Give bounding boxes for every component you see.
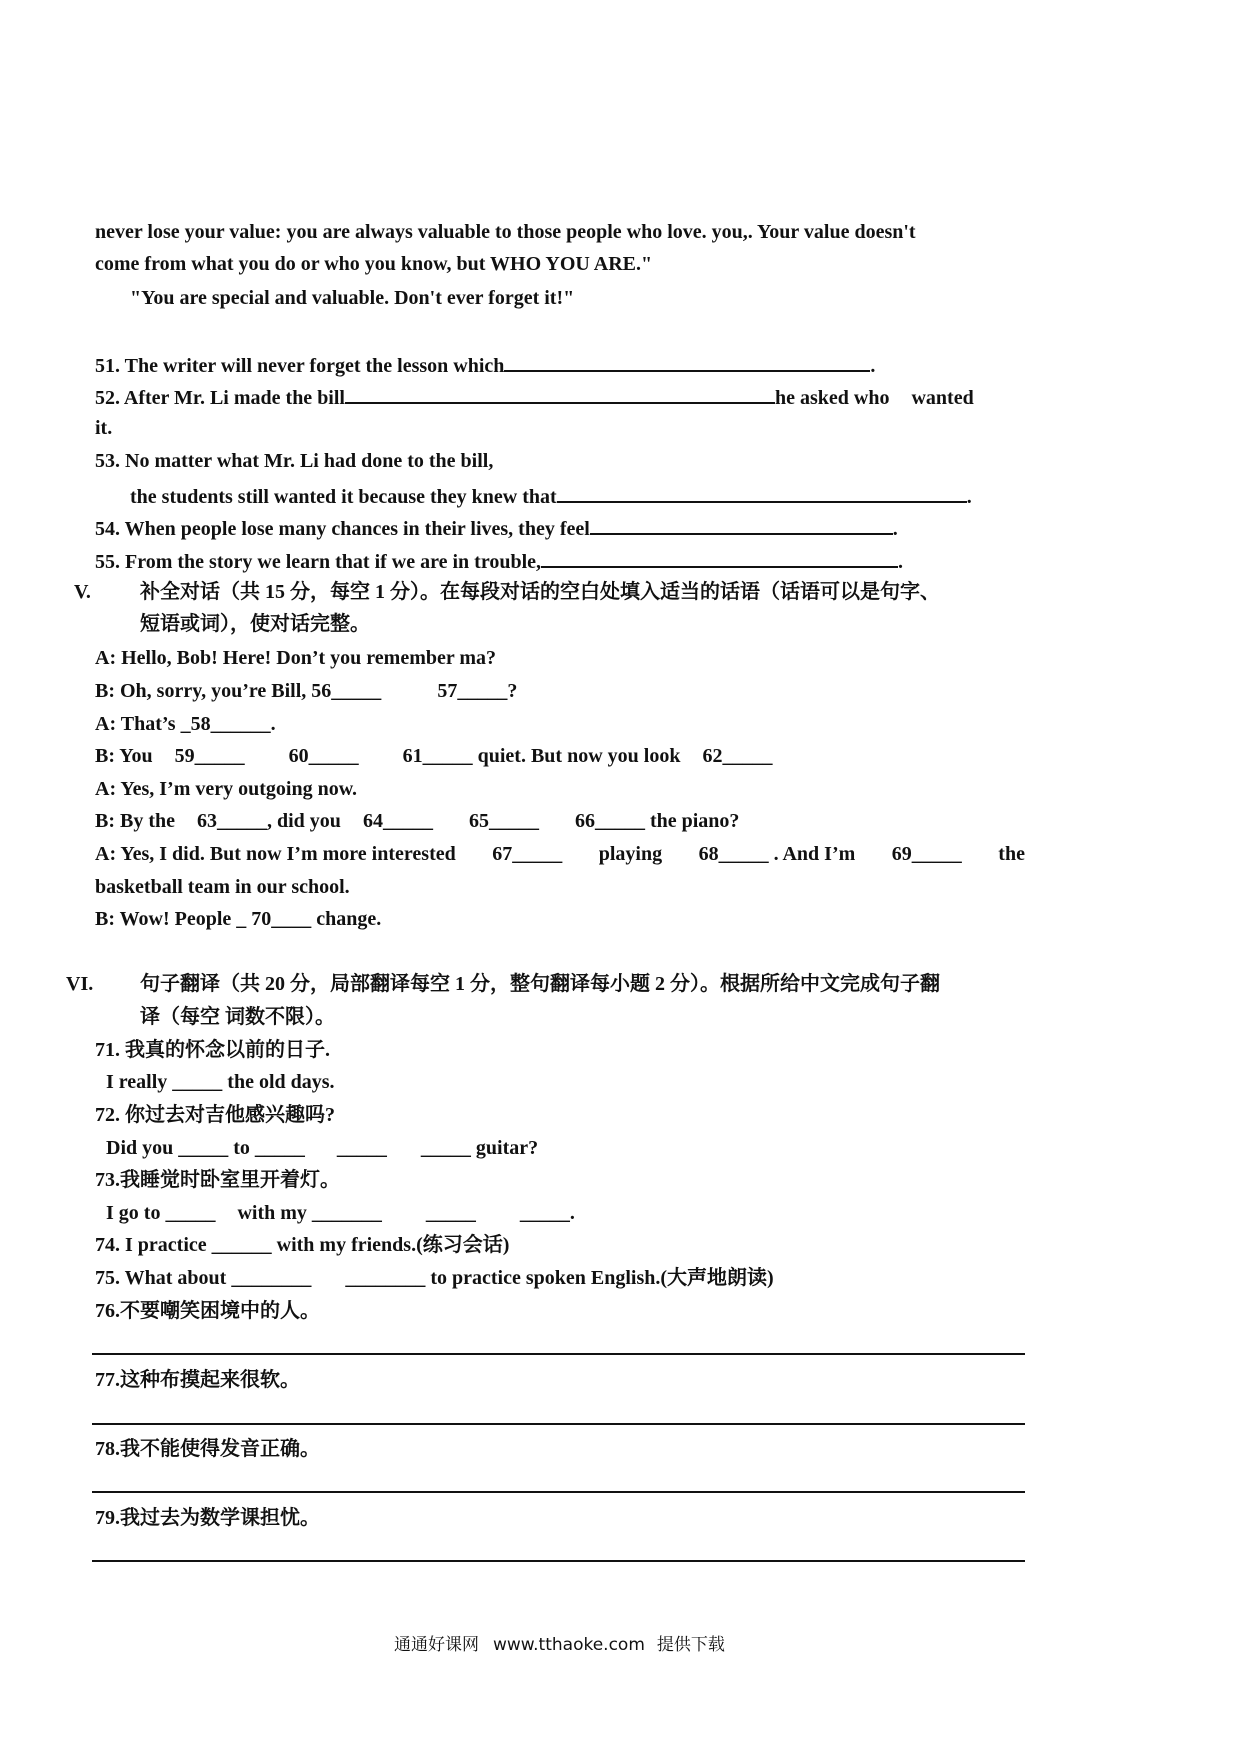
question-54-text: 54. When people lose many chances in their lives, they feel (95, 518, 590, 540)
footer-site-name: 通通好课网 (394, 1635, 479, 1655)
question-51-text: 51. The writer will never forget the lesson which (95, 355, 505, 377)
blank-66[interactable]: 66_____ the piano? (574, 810, 740, 832)
question-53-text: the students still wanted it because they knew that (130, 486, 557, 508)
question-75-a[interactable]: 75. What about ________ (95, 1267, 312, 1289)
blank-63[interactable]: 63_____, did you (197, 810, 341, 832)
question-76: 76.不要嘲笑困境中的人。 (95, 1300, 320, 1322)
question-52-tail-2: wanted (911, 387, 974, 409)
dialogue-line-7-a: A: Yes, I did. But now I’m more interested (95, 843, 456, 865)
section-6-title-line-2: 译（每空 词数不限）。 (140, 1006, 335, 1028)
blank-57[interactable]: 57_____? (437, 680, 518, 702)
answer-blank-52[interactable] (345, 382, 775, 404)
footer-url[interactable]: www.tthaoke.com (493, 1635, 645, 1655)
section-5-title-line-2: 短语或词），使对话完整。 (140, 613, 370, 635)
blank-64[interactable]: 64_____ (362, 810, 433, 832)
period: . (966, 486, 972, 508)
answer-blank-51[interactable] (504, 350, 870, 372)
section-5-number: V. (74, 581, 91, 603)
blank-59[interactable]: 59_____ (174, 745, 245, 767)
blank-62[interactable]: 62_____ (702, 745, 773, 767)
blank-68[interactable]: 68_____ . And I’m (698, 843, 856, 865)
question-73: 73.我睡觉时卧室里开着灯。 (95, 1169, 340, 1191)
footer (394, 1630, 725, 1655)
question-52-continued: it. (95, 417, 113, 439)
blank-65[interactable]: 65_____ (468, 810, 539, 832)
section-6-title: 句子翻译（共 20 分，局部翻译每空 1 分，整句翻译每小题 2 分）。根据所给中文完成句子翻 (140, 973, 940, 995)
question-71-answer[interactable]: I really _____ the old days. (106, 1071, 335, 1093)
blank-61[interactable]: 61_____ quiet. But now you look (402, 745, 681, 767)
answer-line-77[interactable] (92, 1423, 1025, 1425)
question-55-text: 55. From the story we learn that if we are in trouble, (95, 551, 542, 573)
question-73-blank-b[interactable]: with my _______ (237, 1202, 382, 1224)
question-72-blank-b[interactable]: _____ (336, 1137, 387, 1159)
answer-line-78[interactable] (92, 1491, 1025, 1493)
question-55 (95, 546, 903, 575)
dialogue-line-1: A: Hello, Bob! Here! Don’t you remember ma? (95, 647, 497, 669)
question-72: 72. 你过去对吉他感兴趣吗? (95, 1104, 335, 1126)
blank-60[interactable]: 60_____ (288, 745, 359, 767)
question-53-line-2 (130, 481, 972, 510)
blank-67[interactable]: 67_____ (492, 843, 563, 865)
question-72-blank-c[interactable]: _____ guitar? (420, 1137, 539, 1159)
period: . (892, 518, 898, 540)
dialogue-line-7-f: the (998, 843, 1025, 865)
question-72-blank-a[interactable]: Did you _____ to _____ (106, 1137, 305, 1159)
passage-line-3: "You are special and valuable. Don't ever forget it!" (130, 287, 575, 309)
question-78: 78.我不能使得发音正确。 (95, 1438, 320, 1460)
passage-line-2: come from what you do or who you know, but WHO YOU ARE." (95, 253, 653, 275)
question-52 (95, 382, 1025, 411)
question-73-blank-c[interactable]: _____ (425, 1202, 476, 1224)
question-52-text: 52. After Mr. Li made the bill (95, 387, 345, 409)
blank-69[interactable]: 69_____ (891, 843, 962, 865)
dialogue-line-4-a: B: You (95, 745, 153, 767)
dialogue-line-9: B: Wow! People _ 70____ change. (95, 908, 382, 930)
dialogue-line-6 (95, 808, 739, 834)
dialogue-line-7 (95, 841, 1025, 867)
answer-blank-55[interactable] (541, 546, 898, 568)
question-51 (95, 350, 875, 379)
question-73-blank-d[interactable]: _____. (519, 1202, 575, 1224)
question-73-answer (106, 1200, 575, 1226)
answer-line-79[interactable] (92, 1560, 1025, 1562)
dialogue-line-2-a: B: Oh, sorry, you’re Bill, 56_____ (95, 680, 382, 702)
dialogue-line-6-a: B: By the (95, 810, 175, 832)
answer-blank-54[interactable] (590, 513, 893, 535)
dialogue-line-4 (95, 743, 772, 769)
question-74[interactable]: 74. I practice ______ with my friends.(练习会话) (95, 1234, 510, 1256)
question-52-tail: he asked who (774, 387, 890, 409)
dialogue-line-7-c: playing (598, 843, 663, 865)
dialogue-line-2 (95, 678, 517, 704)
question-79: 79.我过去为数学课担忧。 (95, 1507, 320, 1529)
question-73-blank-a[interactable]: I go to _____ (106, 1202, 216, 1224)
question-75-b[interactable]: ________ to practice spoken English.(大声地朗读) (345, 1267, 774, 1289)
section-6-number: VI. (66, 973, 94, 995)
dialogue-line-3: A: That’s _58______. (95, 713, 276, 735)
question-54 (95, 513, 898, 542)
dialogue-line-5: A: Yes, I’m very outgoing now. (95, 778, 358, 800)
question-53: 53. No matter what Mr. Li had done to the bill, (95, 450, 494, 472)
dialogue-line-8: basketball team in our school. (95, 876, 350, 898)
question-71: 71. 我真的怀念以前的日子. (95, 1039, 330, 1061)
answer-line-76[interactable] (92, 1353, 1025, 1355)
question-77: 77.这种布摸起来很软。 (95, 1369, 300, 1391)
section-5-title: 补全对话（共 15 分，每空 1 分）。在每段对话的空白处填入适当的话语（话语可以是句字、 (140, 581, 940, 603)
period: . (870, 355, 876, 377)
question-75 (95, 1265, 774, 1291)
footer-tail: 提供下载 (656, 1635, 725, 1655)
question-72-answer (106, 1135, 538, 1161)
period: . (898, 551, 904, 573)
answer-blank-53[interactable] (557, 481, 967, 503)
passage-line-1: never lose your value: you are always valuable to those people who love. you,. Your value doesn't (95, 221, 916, 243)
